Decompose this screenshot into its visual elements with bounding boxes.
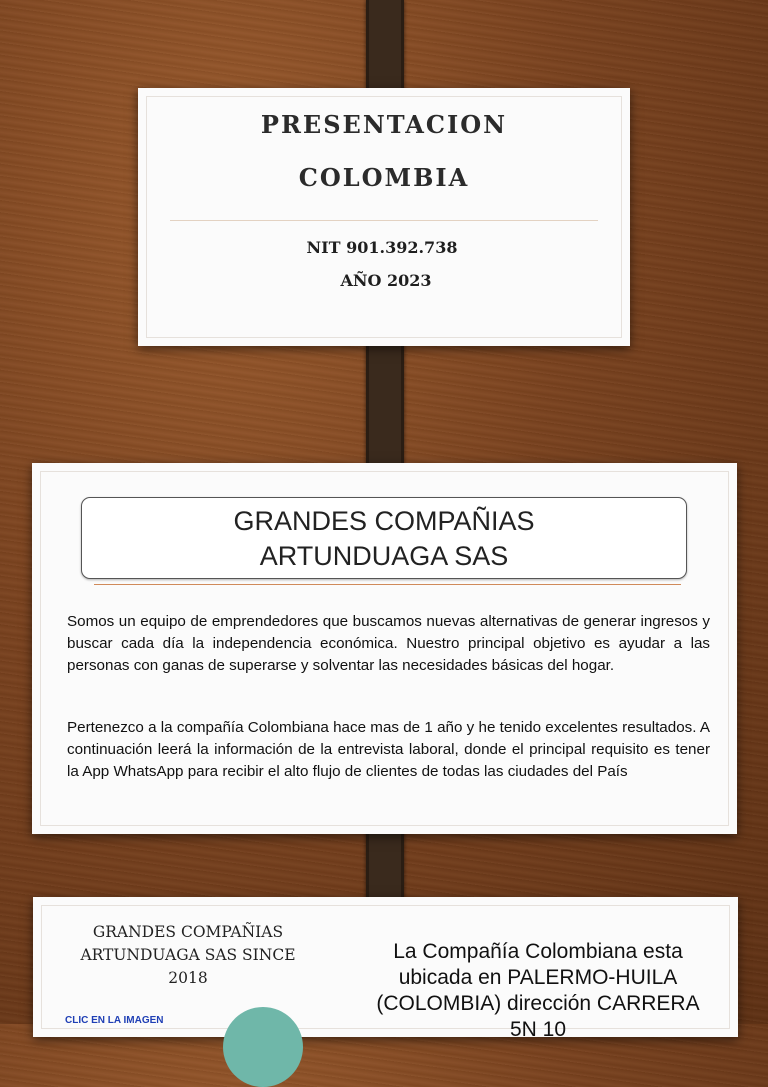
- year-label: AÑO 2023: [340, 271, 432, 290]
- accent-divider: [94, 584, 681, 585]
- company-heading-line1: GRANDES COMPAÑIAS: [233, 506, 535, 536]
- hanging-strap-middle: [366, 330, 404, 480]
- company-heading-box: [81, 497, 687, 579]
- experience-paragraph: Pertenezco a la compañía Colombiana hace mas de 1 año y he tenido excelentes resultados. A continuación leerá la información de la entrevista laboral, donde el principal requisito es tener la App WhatsApp para recibir el alto flujo de clientes de todas las ciudades del País: [67, 719, 710, 780]
- since-title: GRANDES COMPAÑIAS ARTUNDUAGA SAS SINCE 2018: [80, 923, 296, 987]
- company-heading-line2: ARTUNDUAGA SAS: [259, 541, 509, 571]
- presentation-card: [138, 88, 630, 346]
- clic-image-link[interactable]: CLIC EN LA IMAGEN: [65, 1015, 164, 1026]
- divider: [170, 220, 598, 221]
- presentation-title: PRESENTACION: [260, 110, 508, 139]
- company-card: [32, 463, 737, 834]
- nit-number: NIT 901.392.738: [306, 238, 458, 257]
- country-title: COLOMBIA: [298, 163, 470, 192]
- location-card: [33, 897, 738, 1041]
- logo-badge-image[interactable]: [223, 1007, 303, 1087]
- intro-paragraph: Somos un equipo de emprendedores que buscamos nuevas alternativas de generar ingresos y buscar cada día la independencia económica. Nuestro principal objetivo es ayudar a las personas con ganas de superarse y solventar las necesidades básicas del hogar.: [67, 613, 710, 674]
- location-text: La Compañía Colombiana esta ubicada en PALERMO-HUILA (COLOMBIA) dirección CARRERA 5N 10: [376, 940, 700, 1041]
